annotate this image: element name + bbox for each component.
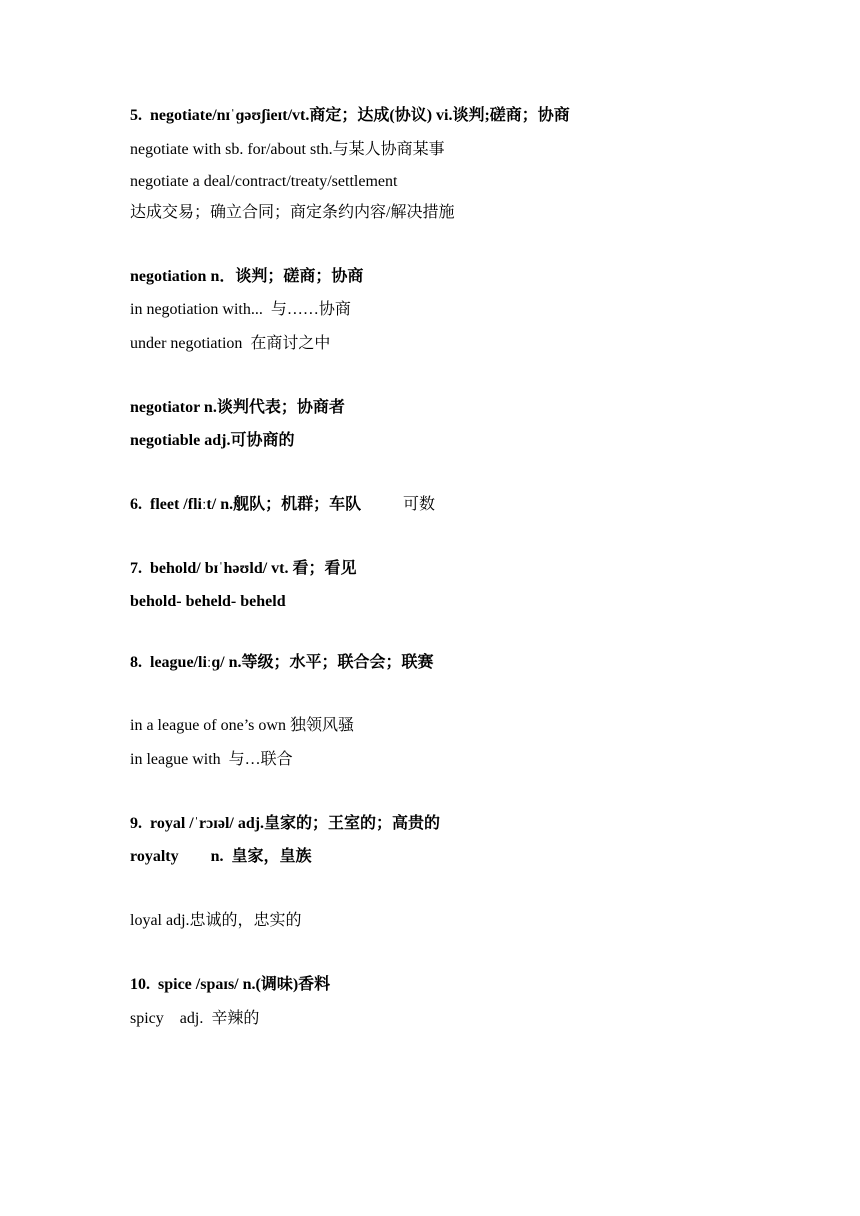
entry-5-line-3: 达成交易；确立合同；商定条约内容/解决措施 bbox=[130, 204, 455, 221]
negotiation-line-2: under negotiation 在商讨之中 bbox=[130, 335, 331, 352]
negotiable-line: negotiable adj.可协商的 bbox=[130, 432, 295, 449]
entry-7-line-1: behold- beheld- beheld bbox=[130, 593, 286, 610]
entry-10-heading: 10. spice /spaɪs/ n.(调味)香料 bbox=[130, 976, 331, 993]
entry-9-royalty-line: royalty n. 皇家，皇族 bbox=[130, 848, 312, 865]
entry-10-line-1: spicy adj. 辛辣的 bbox=[130, 1010, 260, 1027]
negotiator-line: negotiator n.谈判代表；协商者 bbox=[130, 399, 345, 416]
entry-8-line-1: in a league of one’s own 独领风骚 bbox=[130, 717, 354, 734]
entry-8-heading: 8. league/liːɡ/ n.等级；水平；联合会；联赛 bbox=[130, 654, 434, 671]
entry-9-loyal-line: loyal adj.忠诚的，忠实的 bbox=[130, 912, 302, 929]
negotiation-heading: negotiation n．谈判；磋商；协商 bbox=[130, 268, 364, 285]
entry-5-line-2: negotiate a deal/contract/treaty/settlement bbox=[130, 173, 398, 190]
entry-6-note: 可数 bbox=[403, 496, 436, 513]
entry-8-line-2: in league with 与…联合 bbox=[130, 751, 293, 768]
entry-7-heading: 7. behold/ bɪˈhəʊld/ vt. 看；看见 bbox=[130, 560, 357, 577]
entry-6-heading: 6. fleet /fliːt/ n.舰队；机群；车队 bbox=[130, 496, 362, 513]
entry-9-heading: 9. royal /ˈrɔɪəl/ adj.皇家的；王室的；高贵的 bbox=[130, 815, 441, 832]
negotiation-line-1: in negotiation with... 与……协商 bbox=[130, 301, 351, 318]
entry-5-heading: 5. negotiate/nɪˈɡəʊʃieɪt/vt.商定；达成(协议) vi.谈判;磋商；协商 bbox=[130, 107, 570, 124]
entry-5-line-1: negotiate with sb. for/about sth.与某人协商某事 bbox=[130, 141, 445, 158]
